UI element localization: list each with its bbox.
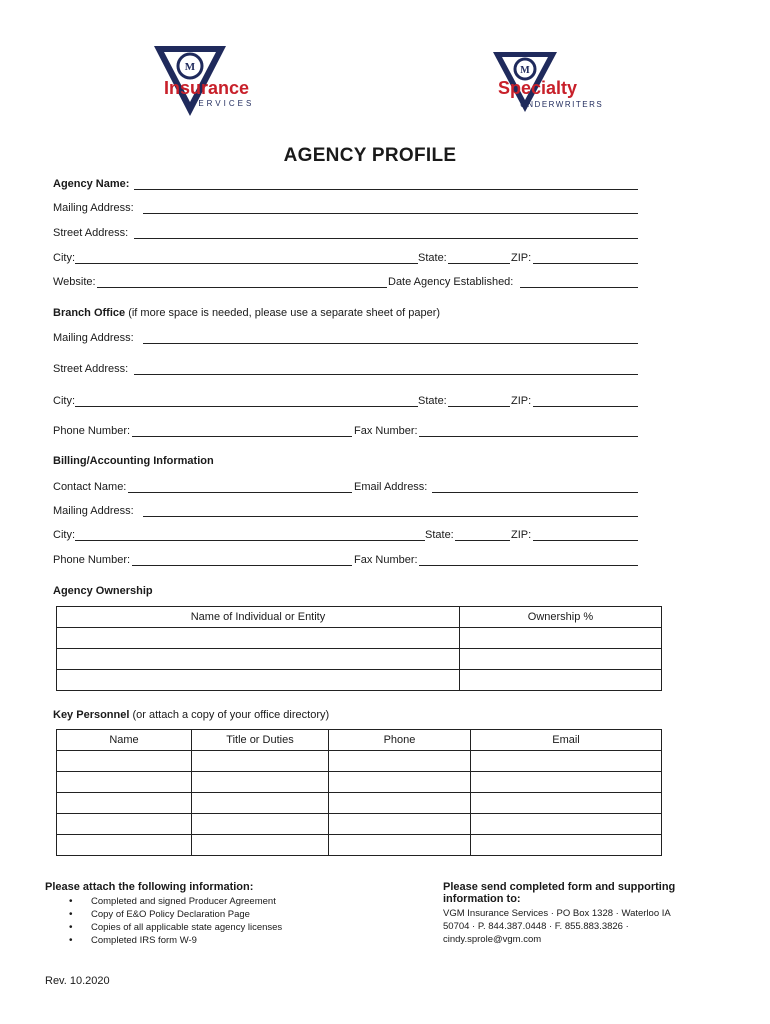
website-field[interactable] bbox=[97, 275, 387, 288]
ownership-table bbox=[56, 606, 662, 691]
billing-mailing-label: Mailing Address: bbox=[53, 505, 134, 517]
date-established-label: Date Agency Established: bbox=[388, 276, 514, 288]
attach-list bbox=[45, 895, 365, 947]
branch-office-heading bbox=[53, 307, 440, 319]
attach-section bbox=[45, 881, 365, 947]
branch-state-label: State: bbox=[418, 395, 447, 407]
branch-phone-field[interactable] bbox=[132, 424, 352, 437]
ownership-name-cell[interactable] bbox=[57, 649, 460, 670]
branch-note: (if more space is needed, please use a separate sheet of paper) bbox=[125, 307, 441, 319]
state-label: State: bbox=[418, 252, 447, 264]
personnel-col-title: Title or Duties bbox=[192, 730, 329, 751]
branch-phone-label: Phone Number: bbox=[53, 425, 131, 437]
contact-name-label: Contact Name: bbox=[53, 481, 127, 493]
website-label: Website: bbox=[53, 276, 96, 288]
zip-label: ZIP: bbox=[511, 252, 532, 264]
list-item: • Completed and signed Producer Agreement bbox=[91, 895, 365, 908]
city-label: City: bbox=[53, 252, 75, 264]
revision-label: Rev. 10.2020 bbox=[45, 975, 110, 987]
personnel-cell[interactable] bbox=[329, 751, 471, 772]
street-address-field[interactable] bbox=[134, 226, 638, 239]
branch-state-field[interactable] bbox=[448, 394, 510, 407]
state-field[interactable] bbox=[448, 251, 510, 264]
personnel-cell[interactable] bbox=[192, 835, 329, 856]
contact-name-field[interactable] bbox=[128, 480, 352, 493]
list-item: • Copy of E&O Policy Declaration Page bbox=[91, 908, 365, 921]
send-address-line1: VGM Insurance Services · PO Box 1328 · Waterloo IA bbox=[443, 908, 671, 919]
personnel-cell[interactable] bbox=[329, 814, 471, 835]
personnel-cell[interactable] bbox=[471, 772, 662, 793]
table-row bbox=[57, 772, 662, 793]
table-row bbox=[57, 670, 662, 691]
date-established-field[interactable] bbox=[520, 275, 638, 288]
branch-fax-label: Fax Number: bbox=[354, 425, 418, 437]
agency-name-label: Agency Name: bbox=[53, 178, 130, 190]
ownership-col-name: Name of Individual or Entity bbox=[57, 607, 460, 628]
svg-text:M: M bbox=[520, 65, 530, 76]
billing-zip-field[interactable] bbox=[533, 528, 638, 541]
agency-name-field[interactable] bbox=[134, 177, 638, 190]
personnel-cell[interactable] bbox=[192, 772, 329, 793]
email-address-field[interactable] bbox=[432, 480, 638, 493]
personnel-cell[interactable] bbox=[57, 751, 192, 772]
personnel-note: (or attach a copy of your office directory) bbox=[129, 709, 330, 721]
svg-text:M: M bbox=[184, 61, 196, 73]
personnel-heading-text: Key Personnel bbox=[53, 709, 130, 721]
send-heading-line1: Please send completed form and supporting bbox=[443, 881, 676, 893]
personnel-col-phone: Phone bbox=[329, 730, 471, 751]
table-row bbox=[57, 835, 662, 856]
billing-mailing-field[interactable] bbox=[143, 504, 638, 517]
logo-subtitle: UNDERWRITERS bbox=[520, 100, 604, 109]
personnel-cell[interactable] bbox=[192, 793, 329, 814]
personnel-col-name: Name bbox=[57, 730, 192, 751]
list-item: • Copies of all applicable state agency licenses bbox=[91, 921, 365, 934]
personnel-col-email: Email bbox=[471, 730, 662, 751]
street-address-label: Street Address: bbox=[53, 227, 129, 239]
mailing-address-label: Mailing Address: bbox=[53, 202, 134, 214]
personnel-cell[interactable] bbox=[192, 814, 329, 835]
ownership-percent-cell[interactable] bbox=[460, 670, 662, 691]
personnel-cell[interactable] bbox=[471, 814, 662, 835]
branch-street-label: Street Address: bbox=[53, 363, 129, 375]
table-row bbox=[57, 814, 662, 835]
personnel-cell[interactable] bbox=[329, 772, 471, 793]
insurance-services-logo bbox=[150, 44, 290, 120]
send-heading-line2: information to: bbox=[443, 893, 521, 905]
branch-fax-field[interactable] bbox=[419, 424, 638, 437]
key-personnel-table bbox=[56, 729, 662, 856]
ownership-col-percent: Ownership % bbox=[460, 607, 662, 628]
ownership-name-cell[interactable] bbox=[57, 670, 460, 691]
table-row bbox=[57, 751, 662, 772]
personnel-cell[interactable] bbox=[57, 835, 192, 856]
list-item: • Completed IRS form W-9 bbox=[91, 934, 365, 947]
email-address-label: Email Address: bbox=[354, 481, 428, 493]
personnel-cell[interactable] bbox=[57, 793, 192, 814]
billing-heading: Billing/Accounting Information bbox=[53, 455, 214, 467]
personnel-cell[interactable] bbox=[471, 835, 662, 856]
ownership-heading: Agency Ownership bbox=[53, 585, 153, 597]
ownership-percent-cell[interactable] bbox=[460, 628, 662, 649]
branch-city-field[interactable] bbox=[75, 394, 418, 407]
personnel-cell[interactable] bbox=[329, 835, 471, 856]
billing-state-label: State: bbox=[425, 529, 454, 541]
branch-mailing-label: Mailing Address: bbox=[53, 332, 134, 344]
personnel-cell[interactable] bbox=[57, 772, 192, 793]
logo-word: Specialty bbox=[498, 78, 578, 98]
billing-phone-label: Phone Number: bbox=[53, 554, 131, 566]
page-title: AGENCY PROFILE bbox=[283, 145, 457, 166]
specialty-underwriters-logo bbox=[490, 50, 620, 116]
billing-city-field[interactable] bbox=[75, 528, 425, 541]
ownership-percent-cell[interactable] bbox=[460, 649, 662, 670]
personnel-cell[interactable] bbox=[471, 793, 662, 814]
personnel-cell[interactable] bbox=[57, 814, 192, 835]
table-row bbox=[57, 649, 662, 670]
city-field[interactable] bbox=[75, 251, 418, 264]
branch-street-field[interactable] bbox=[134, 362, 638, 375]
send-email[interactable]: cindy.sprole@vgm.com bbox=[443, 934, 542, 945]
branch-heading-text: Branch Office bbox=[53, 307, 126, 319]
send-address-line2: 50704 · P. 844.387.0448 · F. 855.883.3826 · bbox=[443, 921, 629, 932]
billing-fax-label: Fax Number: bbox=[354, 554, 418, 566]
branch-zip-field[interactable] bbox=[533, 394, 638, 407]
branch-city-label: City: bbox=[53, 395, 75, 407]
attach-heading: Please attach the following information: bbox=[45, 881, 254, 893]
key-personnel-heading bbox=[53, 709, 329, 721]
billing-fax-field[interactable] bbox=[419, 553, 638, 566]
ownership-name-cell[interactable] bbox=[57, 628, 460, 649]
billing-zip-label: ZIP: bbox=[511, 529, 532, 541]
table-row bbox=[57, 628, 662, 649]
personnel-cell[interactable] bbox=[471, 751, 662, 772]
billing-state-field[interactable] bbox=[455, 528, 510, 541]
table-row bbox=[57, 793, 662, 814]
branch-zip-label: ZIP: bbox=[511, 395, 532, 407]
personnel-cell[interactable] bbox=[192, 751, 329, 772]
zip-field[interactable] bbox=[533, 251, 638, 264]
personnel-cell[interactable] bbox=[329, 793, 471, 814]
branch-mailing-field[interactable] bbox=[143, 331, 638, 344]
billing-phone-field[interactable] bbox=[132, 553, 352, 566]
logo-subtitle: SERVICES bbox=[190, 99, 255, 108]
mailing-address-field[interactable] bbox=[143, 201, 638, 214]
logo-word: Insurance bbox=[164, 78, 250, 98]
send-section bbox=[443, 881, 723, 946]
billing-city-label: City: bbox=[53, 529, 75, 541]
